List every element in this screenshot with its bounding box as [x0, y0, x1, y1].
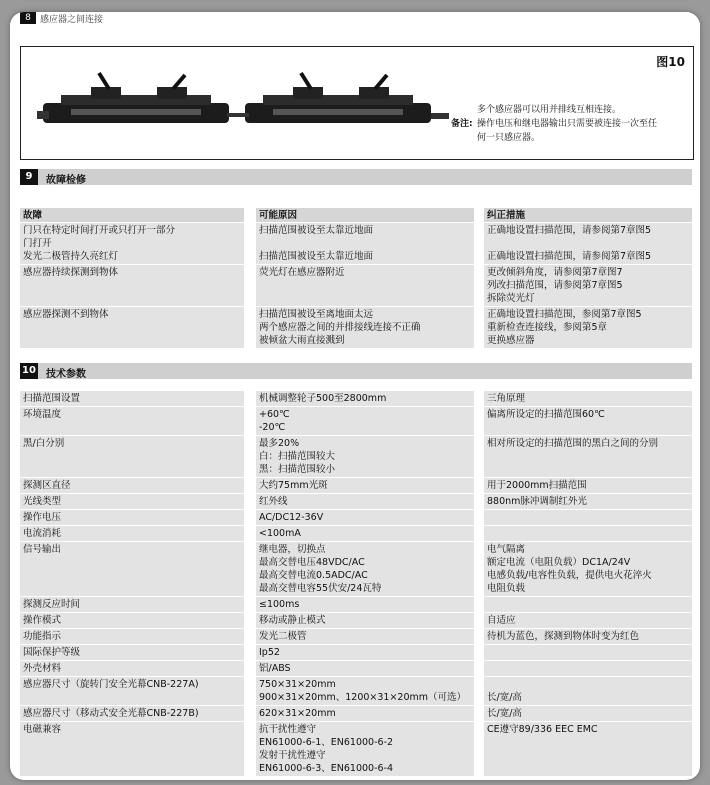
- section-9-title: 故障检修: [46, 175, 86, 186]
- cell-line: 发射干扰性遵守: [259, 750, 326, 761]
- cell-line: 感应器探测不到物体: [23, 309, 109, 320]
- cell-line: 扫描范围被设至离地面太远: [259, 309, 374, 320]
- cell-line: 发光二极管持久亮红灯: [23, 251, 119, 262]
- cell-line: 正确地设置扫描范围，参阅第7章图5: [487, 309, 642, 320]
- table-cell: [484, 722, 692, 776]
- cell-line: 感应器尺寸（旋转门安全光幕CNB-227A): [23, 679, 199, 690]
- table-cell: [20, 661, 244, 676]
- cell-line: 操作模式: [23, 615, 62, 626]
- table-cell: [256, 722, 474, 776]
- table-cell: [20, 265, 244, 306]
- table-cell: [484, 391, 692, 406]
- cell-line: 待机为蓝色，探测到物体时变为红色: [487, 631, 640, 642]
- cell-line: 额定电流（电阻负载）DC1A/24V: [487, 557, 631, 568]
- section-8-number: 8: [20, 12, 36, 24]
- cell-line: 三角原理: [487, 393, 526, 404]
- table-cell: [256, 645, 474, 660]
- table-cell: [20, 510, 244, 525]
- cell-line: 环境温度: [23, 409, 62, 420]
- cell-line: 两个感应器之间的并排接线连接不正确: [259, 322, 421, 333]
- table-cell: [256, 391, 474, 406]
- cell-line: 最高交替电流0.5ADC/AC: [259, 570, 368, 581]
- table-cell: [20, 478, 244, 493]
- table-cell: [20, 223, 244, 264]
- table-cell: [484, 613, 692, 628]
- table-cell: [20, 391, 244, 406]
- cell-line: 列改扫描范围，请参阅第7章图5: [487, 280, 623, 291]
- table-cell: [20, 706, 244, 721]
- table-cell: [484, 223, 692, 264]
- table-row: [20, 541, 692, 596]
- cell-line: 扫描范围被设至太靠近地面: [259, 225, 374, 236]
- cell-line: 探测区直径: [23, 480, 71, 491]
- note-line: 何一只感应器。: [477, 133, 541, 143]
- cell-line: 750×31×20mm: [259, 679, 336, 690]
- cell-line: 红外线: [259, 496, 288, 507]
- cell-line: 620×31×20mm: [259, 708, 336, 719]
- table-cell: [256, 510, 474, 525]
- cell-line: +60℃: [259, 409, 290, 420]
- table-cell: [256, 478, 474, 493]
- table-cell: [484, 661, 692, 676]
- cell-line: 继电器，切换点: [259, 544, 326, 555]
- cell-line: [487, 646, 689, 659]
- cell-line: 重新检查连接线，参阅第5章: [487, 322, 608, 333]
- cell-line: 发光二极管: [259, 631, 307, 642]
- table-cell: [484, 677, 692, 705]
- cell-line: 白：扫描范围较大: [259, 451, 336, 462]
- table-cell: [484, 706, 692, 721]
- cell-line: 光线类型: [23, 496, 62, 507]
- table-cell: [256, 542, 474, 596]
- table-cell: [20, 407, 244, 435]
- cell-line: 电流消耗: [23, 528, 62, 539]
- table-cell: [484, 629, 692, 644]
- table-cell: [20, 613, 244, 628]
- table-cell: [484, 597, 692, 612]
- table-row: [20, 721, 692, 776]
- table-cell: [20, 677, 244, 705]
- table-row: [20, 493, 692, 509]
- cell-line: 信号输出: [23, 544, 62, 555]
- table-row: [20, 222, 692, 264]
- table-cell: [256, 494, 474, 509]
- cell-line: 大约75mm光斑: [259, 480, 328, 491]
- cell-line: EN61000-6-1、EN61000-6-2: [259, 737, 394, 748]
- table-cell: [484, 265, 692, 306]
- section-8-header: [10, 12, 700, 26]
- table-cell: [484, 478, 692, 493]
- table-row: [20, 406, 692, 435]
- cell-line: [487, 678, 689, 691]
- sensor-pair-illustration: [31, 59, 451, 149]
- table-cell: [256, 407, 474, 435]
- sensor-left: [37, 73, 229, 123]
- table-row: [20, 660, 692, 676]
- figure-note: [451, 103, 658, 145]
- cell-line: 门打开: [23, 238, 52, 249]
- cell-line: 操作电压: [23, 512, 62, 523]
- cell-line: 国际保护等级: [23, 647, 81, 658]
- cell-line: AC/DC12-36V: [259, 512, 324, 523]
- cell-line: -20℃: [259, 422, 286, 433]
- table-cell: [484, 407, 692, 435]
- cell-line: 扫描范围设置: [23, 393, 81, 404]
- table-cell: [20, 722, 244, 776]
- cell-line: 更换感应器: [487, 335, 535, 346]
- cell-line: 铝/ABS: [259, 663, 291, 674]
- table-row: [20, 509, 692, 525]
- table-cell: [256, 436, 474, 477]
- column-header: 可能原因: [256, 208, 474, 222]
- table-cell: [256, 661, 474, 676]
- section-10-title: 技术参数: [46, 369, 86, 380]
- note-line: 操作电压和继电器输出只需要被连接一次至任: [477, 119, 658, 129]
- table-cell: [484, 307, 692, 348]
- cell-line: 感应器尺寸（移动式安全光幕CNB-227B): [23, 708, 199, 719]
- cell-line: 偏离所设定的扫描范围60℃: [487, 409, 605, 420]
- table-row: [20, 612, 692, 628]
- column-header: 纠正措施: [484, 208, 692, 222]
- cell-line: 黑：扫描范围较小: [259, 464, 336, 475]
- cell-line: 更改倾斜角度，请参阅第7章图7: [487, 267, 623, 278]
- table-cell: [484, 645, 692, 660]
- cell-line: 最高交替电容55伏安/24瓦特: [259, 583, 382, 594]
- table-cell: [256, 706, 474, 721]
- cell-line: ≤100ms: [259, 599, 300, 610]
- cell-line: 拆除荧光灯: [487, 293, 535, 304]
- table-cell: [256, 265, 474, 306]
- cell-line: 正确地设置扫描范围，请参阅第7章图5: [487, 225, 652, 236]
- cell-line: 自适应: [487, 615, 516, 626]
- cell-line: 荧光灯在感应器附近: [259, 267, 345, 278]
- cell-line: 最高交替电压48VDC/AC: [259, 557, 365, 568]
- table-row: [20, 435, 692, 477]
- table-row: [20, 676, 692, 705]
- figure-10-box: [20, 46, 694, 160]
- cell-line: [487, 598, 689, 611]
- table-row: [20, 628, 692, 644]
- table-cell: [20, 307, 244, 348]
- table-cell: [20, 645, 244, 660]
- cell-line: 长/宽/高: [487, 692, 522, 703]
- table-cell: [20, 526, 244, 541]
- section-9-header: [20, 169, 692, 185]
- section-9-number: 9: [20, 169, 38, 185]
- table-row: [20, 390, 692, 406]
- section-10-number: 10: [20, 363, 38, 379]
- table-cell: [256, 629, 474, 644]
- table-header-row: [20, 207, 692, 222]
- cell-line: [487, 662, 689, 675]
- table-cell: [484, 510, 692, 525]
- table-cell: [20, 597, 244, 612]
- cell-line: 机械调整轮子500至2800mm: [259, 393, 387, 404]
- cell-line: <100mA: [259, 528, 301, 539]
- cell-line: [259, 237, 471, 250]
- cell-line: CE遵守89/336 EEC EMC: [487, 724, 598, 735]
- parallel-cable: [227, 113, 249, 117]
- sensor-right: [245, 73, 449, 123]
- column-header: 故障: [20, 208, 244, 222]
- table-row: [20, 477, 692, 493]
- cell-line: 电磁兼容: [23, 724, 62, 735]
- section-8-title: 感应器之间连接: [40, 15, 104, 25]
- cell-line: 门只在特定时间打开或只打开一部分: [23, 225, 176, 236]
- cell-line: [487, 511, 689, 524]
- cell-line: [487, 527, 689, 540]
- table-cell: [256, 677, 474, 705]
- table-row: [20, 306, 692, 348]
- cell-line: 电气隔离: [487, 544, 526, 555]
- cell-line: 探测反应时间: [23, 599, 81, 610]
- table-cell: [484, 436, 692, 477]
- cell-line: [487, 237, 689, 250]
- table-cell: [256, 526, 474, 541]
- cell-line: 相对所设定的扫描范围的黑白之间的分别: [487, 438, 659, 449]
- cell-line: 正确地设置扫描范围，请参阅第7章图5: [487, 251, 652, 262]
- cell-line: Ip52: [259, 647, 280, 658]
- cell-line: EN61000-6-3、EN61000-6-4: [259, 763, 394, 774]
- cell-line: 扫描范围被设至太靠近地面: [259, 251, 374, 262]
- table-row: [20, 525, 692, 541]
- section-10-header: [20, 363, 692, 379]
- table-cell: [20, 436, 244, 477]
- cell-line: 抗干扰性遵守: [259, 724, 317, 735]
- table-cell: [256, 613, 474, 628]
- table-cell: [484, 526, 692, 541]
- table-cell: [256, 307, 474, 348]
- table-cell: [484, 542, 692, 596]
- table-cell: [256, 223, 474, 264]
- table-cell: [20, 542, 244, 596]
- cell-line: 感应器持续探测到物体: [23, 267, 119, 278]
- note-line: 多个感应器可以用并排线互相连接。: [477, 105, 622, 115]
- note-label: 备注:: [451, 119, 473, 129]
- table-cell: [20, 629, 244, 644]
- cell-line: 电阻负载: [487, 583, 526, 594]
- cell-line: 880nm脉冲调制红外光: [487, 496, 587, 507]
- cell-line: 长/宽/高: [487, 708, 522, 719]
- cell-line: 900×31×20mm、1200×31×20mm（可选）: [259, 692, 467, 703]
- table-cell: [20, 494, 244, 509]
- table-row: [20, 644, 692, 660]
- cell-line: 电感负载/电容性负载，提供电火花淬火: [487, 570, 652, 581]
- cell-line: 最多20%: [259, 438, 300, 449]
- cell-line: 外壳材料: [23, 663, 62, 674]
- table-cell: [256, 597, 474, 612]
- figure-label: 图10: [656, 55, 685, 69]
- cell-line: 用于2000mm扫描范围: [487, 480, 587, 491]
- table-row: [20, 705, 692, 721]
- cell-line: 移动或静止模式: [259, 615, 326, 626]
- table-cell: [484, 494, 692, 509]
- table-row: [20, 264, 692, 306]
- table-row: [20, 596, 692, 612]
- cell-line: 功能指示: [23, 631, 62, 642]
- document-page: [10, 12, 700, 780]
- cell-line: 被倾盆大雨直接溅到: [259, 335, 345, 346]
- cell-line: 黑/白分别: [23, 438, 65, 449]
